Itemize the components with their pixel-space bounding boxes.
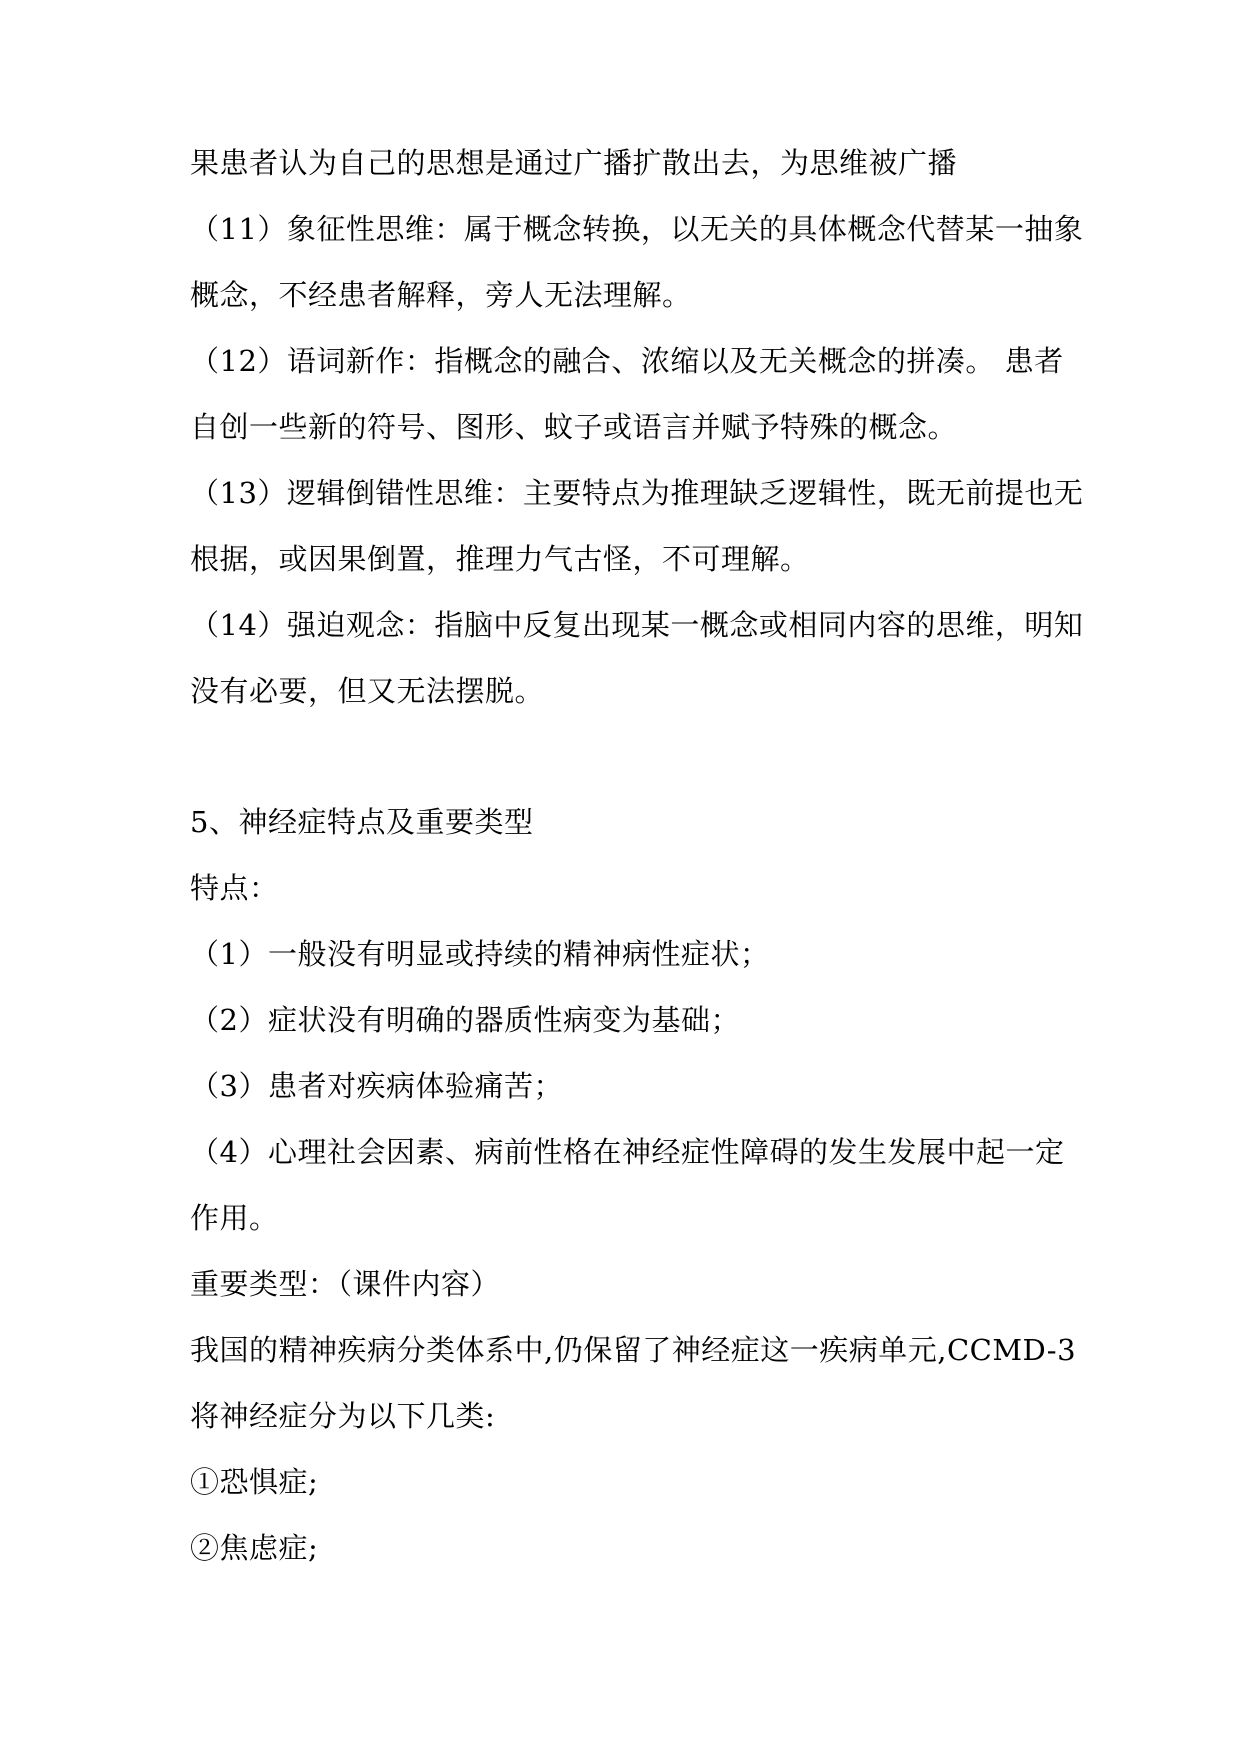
text-line: 概念，不经患者解释，旁人无法理解。 <box>190 278 692 312</box>
list-item: （1）一般没有明显或持续的精神病性症状； <box>190 937 770 971</box>
text-line: （12）语词新作：指概念的融合、浓缩以及无关概念的拼凑。 患者 <box>190 344 1064 378</box>
text-line: （13）逻辑倒错性思维：主要特点为推理缺乏逻辑性，既无前提也无 <box>190 476 1084 510</box>
list-item: （4）心理社会因素、病前性格在神经症性障碍的发生发展中起一定 <box>190 1135 1065 1169</box>
subheading: 重要类型：（课件内容） <box>190 1267 501 1301</box>
text-line: 将神经症分为以下几类: <box>190 1399 496 1433</box>
list-item: ①恐惧症; <box>190 1465 319 1499</box>
text-line: （11）象征性思维：属于概念转换，以无关的具体概念代替某一抽象 <box>190 212 1084 246</box>
text-line: 作用。 <box>190 1201 279 1235</box>
subheading: 特点： <box>190 871 279 905</box>
list-item: （2）症状没有明确的器质性病变为基础； <box>190 1003 740 1037</box>
list-item: ②焦虑症; <box>190 1531 319 1565</box>
text-line: 我国的精神疾病分类体系中,仍保留了神经症这一疾病单元,CCMD-3 <box>190 1333 1077 1367</box>
section-heading: 5、神经症特点及重要类型 <box>190 805 534 839</box>
text-line: 根据，或因果倒置，推理力气古怪，不可理解。 <box>190 542 810 576</box>
list-item: （3）患者对疾病体验痛苦； <box>190 1069 563 1103</box>
text-line: 果患者认为自己的思想是通过广播扩散出去，为思维被广播 <box>190 146 958 180</box>
text-line: （14）强迫观念：指脑中反复出现某一概念或相同内容的思维，明知 <box>190 608 1084 642</box>
text-line: 没有必要，但又无法摆脱。 <box>190 674 545 708</box>
text-line: 自创一些新的符号、图形、蚊子或语言并赋予特殊的概念。 <box>190 410 958 444</box>
